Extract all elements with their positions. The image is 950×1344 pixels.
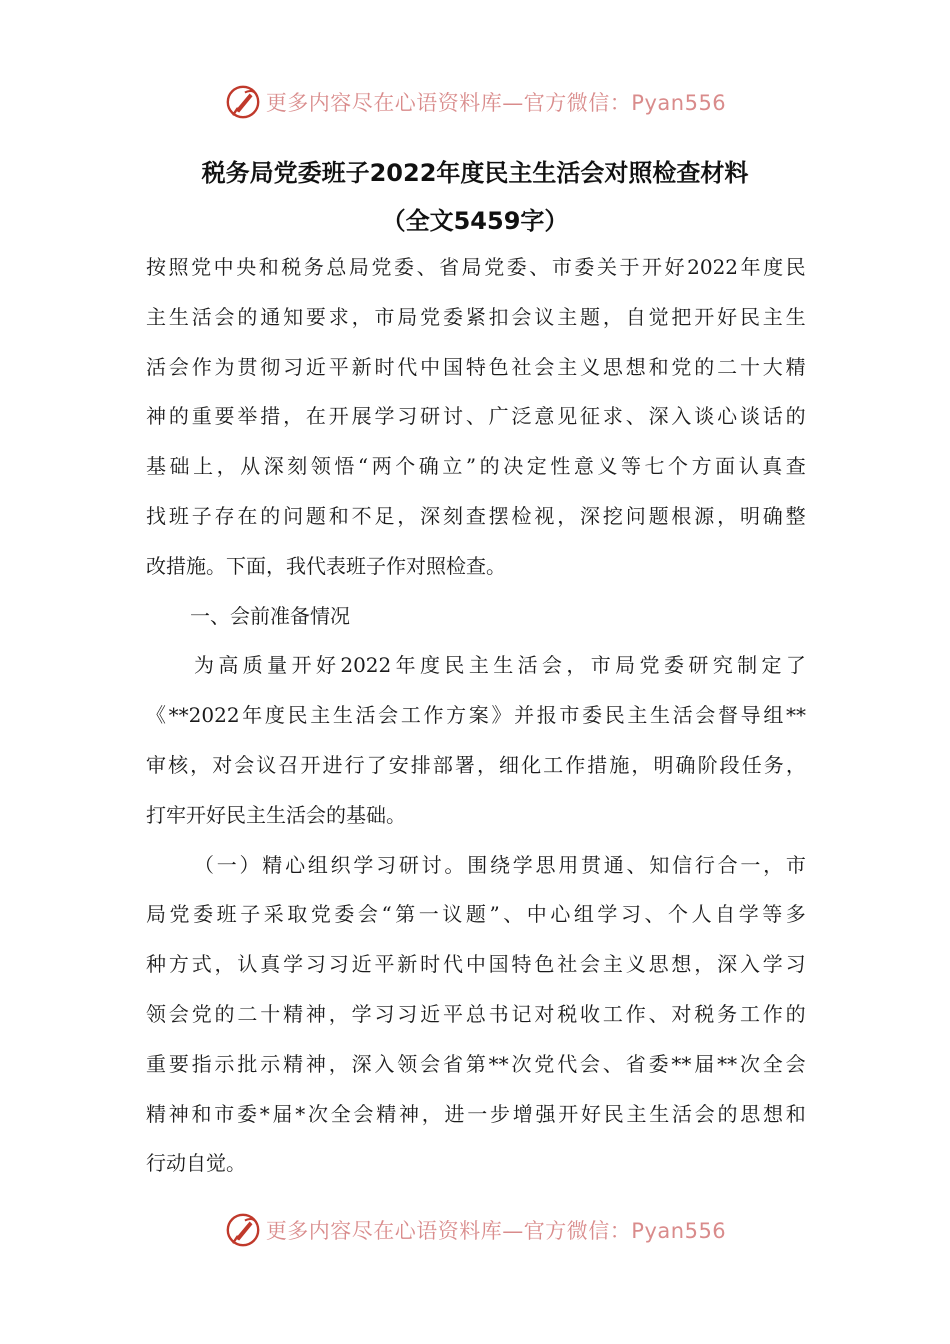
- paragraph-line: 审 核 ， 对 会 议 召 开 进 行 了 安 排 部 署 ， 细 化 工 作 措 施 ， 明 确 阶 段 任 务 ，: [146, 752, 806, 777]
- paragraph-line: 领 会 党 的 二 十 精 神 ， 学 习 习 近 平 总 书 记 对 税 收 工 作 、 对 税 务 工 作 的: [146, 1001, 806, 1026]
- section-heading: 一、会前准备情况: [190, 603, 350, 628]
- paragraph-line: 局 党 委 班 子 采 取 党 委 会 “ 第 一 议 题 ” 、 中 心 组 学 习 、 个 人 自 学 等 多: [146, 902, 806, 927]
- paragraph-line: 《 **2022 年 度 民 主 生 活 会 工 作 方 案 》 并 报 市 委 民 主 生 活 会 督 导 组 **: [146, 703, 806, 728]
- quill-logo-icon: [224, 1211, 262, 1249]
- paragraph-line: 改措施。下面，我代表班子作对照检查。: [146, 553, 506, 578]
- paragraph-line: 按 照 党 中 央 和 税 务 总 局 党 委 、 省 局 党 委 、 市 委 关 于 开 好 2022 年 度 民: [146, 255, 806, 279]
- paragraph-line: 打牢开好民主生活会的基础。: [146, 802, 406, 827]
- document-subtitle: （全文5459字）: [381, 207, 569, 235]
- paragraph-line: 精 神 和 市 委 * 届 * 次 全 会 精 神 ， 进 一 步 增 强 开 好 民 主 生 活 会 的 思 想 和: [146, 1101, 806, 1126]
- banner-text: 更多内容尽在心语资料库—官方微信：Pyan556: [265, 1219, 727, 1243]
- paragraph-line: 行动自觉。: [146, 1151, 246, 1176]
- paragraph-line: 为 高 质 量 开 好 2022 年 度 民 主 生 活 会 ， 市 局 党 委 研 究 制 定 了: [194, 653, 806, 678]
- quill-logo-icon: [224, 83, 262, 121]
- paragraph-line: 种 方 式 ， 认 真 学 习 习 近 平 新 时 代 中 国 特 色 社 会 主 义 思 想 ， 深 入 学 习: [146, 952, 806, 977]
- paragraph-line: 主 生 活 会 的 通 知 要 求 ， 市 局 党 委 紧 扣 会 议 主 题 ， 自 觉 把 开 好 民 主 生: [146, 304, 806, 329]
- paragraph-line: 神 的 重 要 举 措 ， 在 开 展 学 习 研 讨 、 广 泛 意 见 征 求 、 深 入 谈 心 谈 话 的: [146, 404, 806, 429]
- paragraph-line: （ 一 ） 精 心 组 织 学 习 研 讨 。 围 绕 学 思 用 贯 通 、 知 信 行 合 一 ， 市: [194, 852, 806, 877]
- paragraph-line: 重 要 指 示 批 示 精 神 ， 深 入 领 会 省 第 ** 次 党 代 会 、 省 委 ** 届 ** 次 全 会: [146, 1051, 806, 1076]
- document-title: 税务局党委班子2022年度民主生活会对照检查材料: [201, 159, 749, 187]
- banner-text: 更多内容尽在心语资料库—官方微信：Pyan556: [265, 91, 727, 115]
- paragraph-line: 基 础 上 ， 从 深 刻 领 悟 “ 两 个 确 立 ” 的 决 定 性 意 义 等 七 个 方 面 认 真 查: [146, 454, 806, 479]
- header-banner: [0, 80, 950, 124]
- footer-banner: [0, 1208, 950, 1252]
- paragraph-line: 活 会 作 为 贯 彻 习 近 平 新 时 代 中 国 特 色 社 会 主 义 思 想 和 党 的 二 十 大 精: [146, 354, 806, 379]
- document-body: [146, 243, 806, 1189]
- paragraph-line: 找 班 子 存 在 的 问 题 和 不 足 ， 深 刻 查 摆 检 视 ， 深 挖 问 题 根 源 ， 明 确 整: [146, 503, 806, 528]
